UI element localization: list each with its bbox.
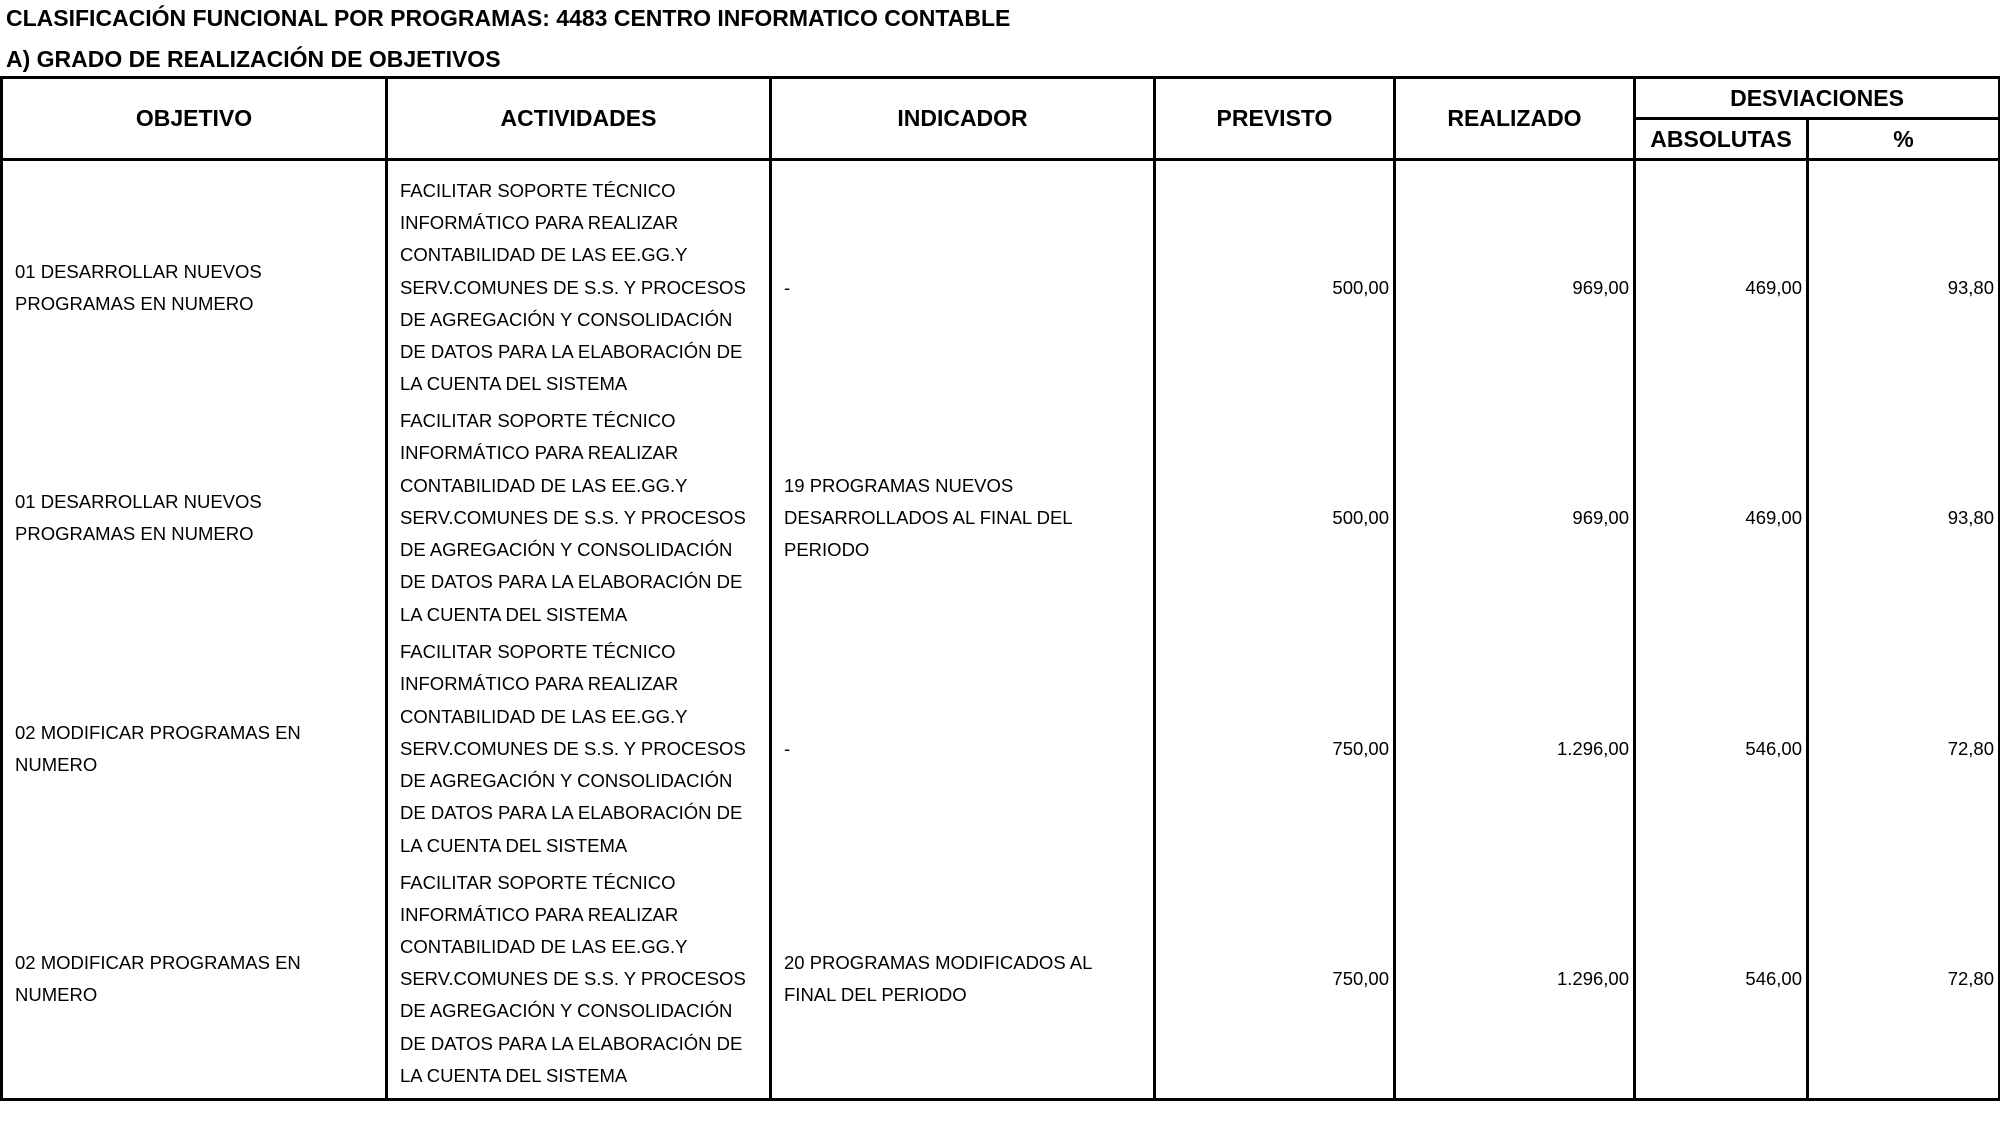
table-row [2,634,2000,865]
cell-previsto: 750,00 [1155,634,1395,865]
cell-absolutas: 469,00 [1635,403,1808,634]
cell-actividades: FACILITAR SOPORTE TÉCNICO INFORMÁTICO PARA REALIZAR CONTABILIDAD DE LAS EE.GG.Y SERV.COMUNES DE S.S. Y PROCESOS DE AGREGACIÓN Y CONSOLIDACIÓN DE DATOS PARA LA ELABORACIÓN DE LA CUENTA DEL SISTEMA [387,634,771,865]
cell-porcentaje: 93,80 [1808,403,2000,634]
cell-indicador: 19 PROGRAMAS NUEVOS DESARROLLADOS AL FINAL DEL PERIODO [771,403,1155,634]
table-row [2,865,2000,1100]
cell-previsto: 500,00 [1155,403,1395,634]
cell-porcentaje: 72,80 [1808,634,2000,865]
cell-actividades: FACILITAR SOPORTE TÉCNICO INFORMÁTICO PARA REALIZAR CONTABILIDAD DE LAS EE.GG.Y SERV.COMUNES DE S.S. Y PROCESOS DE AGREGACIÓN Y CONSOLIDACIÓN DE DATOS PARA LA ELABORACIÓN DE LA CUENTA DEL SISTEMA [387,403,771,634]
page-title: CLASIFICACIÓN FUNCIONAL POR PROGRAMAS: 4483 CENTRO INFORMATICO CONTABLE [6,5,1011,31]
table-header [2,78,2000,160]
cell-porcentaje: 93,80 [1808,160,2000,403]
header-porcentaje: % [1808,119,2000,160]
cell-absolutas: 546,00 [1635,634,1808,865]
table-body [2,160,2000,1100]
header-indicador: INDICADOR [771,78,1155,160]
cell-actividades: FACILITAR SOPORTE TÉCNICO INFORMÁTICO PARA REALIZAR CONTABILIDAD DE LAS EE.GG.Y SERV.COMUNES DE S.S. Y PROCESOS DE AGREGACIÓN Y CONSOLIDACIÓN DE DATOS PARA LA ELABORACIÓN DE LA CUENTA DEL SISTEMA [387,865,771,1100]
objectives-table [0,76,2000,1101]
cell-objetivo: 01 DESARROLLAR NUEVOS PROGRAMAS EN NUMERO [2,403,387,634]
cell-absolutas: 469,00 [1635,160,1808,403]
cell-objetivo: 01 DESARROLLAR NUEVOS PROGRAMAS EN NUMERO [2,160,387,403]
cell-porcentaje: 72,80 [1808,865,2000,1100]
header-actividades: ACTIVIDADES [387,78,771,160]
header-objetivo: OBJETIVO [2,78,387,160]
cell-indicador: - [771,160,1155,403]
table-row [2,160,2000,403]
cell-previsto: 500,00 [1155,160,1395,403]
cell-indicador: - [771,634,1155,865]
cell-actividades: FACILITAR SOPORTE TÉCNICO INFORMÁTICO PARA REALIZAR CONTABILIDAD DE LAS EE.GG.Y SERV.COMUNES DE S.S. Y PROCESOS DE AGREGACIÓN Y CONSOLIDACIÓN DE DATOS PARA LA ELABORACIÓN DE LA CUENTA DEL SISTEMA [387,160,771,403]
header-realizado: REALIZADO [1395,78,1635,160]
cell-realizado: 1.296,00 [1395,865,1635,1100]
header-previsto: PREVISTO [1155,78,1395,160]
cell-objetivo: 02 MODIFICAR PROGRAMAS EN NUMERO [2,865,387,1100]
cell-previsto: 750,00 [1155,865,1395,1100]
section-title: A) GRADO DE REALIZACIÓN DE OBJETIVOS [6,46,501,72]
table-row [2,403,2000,634]
header-desviaciones: DESVIACIONES [1635,78,2000,119]
cell-realizado: 969,00 [1395,160,1635,403]
cell-indicador: 20 PROGRAMAS MODIFICADOS AL FINAL DEL PERIODO [771,865,1155,1100]
cell-absolutas: 546,00 [1635,865,1808,1100]
cell-realizado: 969,00 [1395,403,1635,634]
cell-objetivo: 02 MODIFICAR PROGRAMAS EN NUMERO [2,634,387,865]
cell-realizado: 1.296,00 [1395,634,1635,865]
header-absolutas: ABSOLUTAS [1635,119,1808,160]
